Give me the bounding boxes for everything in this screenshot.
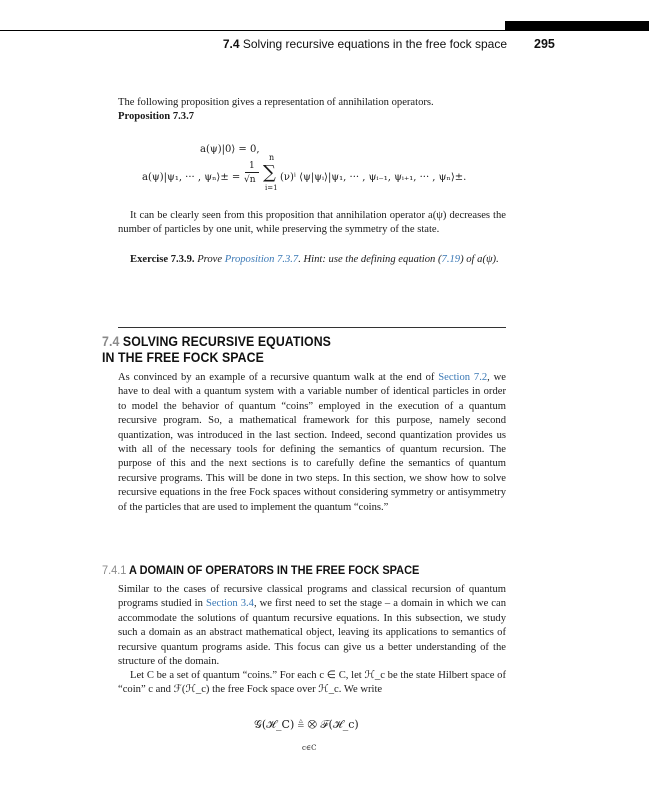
intro-text: The following proposition gives a representation of annihilation operators. (118, 97, 434, 108)
section-title-line2: IN THE FREE FOCK SPACE (102, 350, 264, 365)
running-head (0, 37, 649, 53)
intro-line (118, 96, 506, 125)
sum-symbol: ∑ (263, 162, 276, 183)
subsection-para1-before-link: Similar to the cases of recursive classical programs and classical recursion of quantum programs studied in (118, 584, 506, 610)
header-rule (0, 30, 649, 31)
exercise-prefix: Prove (197, 254, 223, 265)
section-rule (118, 327, 506, 328)
section-heading (102, 334, 331, 366)
subsection-heading (102, 563, 419, 577)
eq2-sum-bottom: i=1 (265, 184, 278, 192)
exercise-label: Exercise 7.3.9. (130, 254, 195, 265)
subsection-paragraph-2: Let C be a set of quantum “coins.” For each c ∈ C, let ℋ_c be the state Hilbert space of “coin” c and ℱ(ℋ_c) the free Fock space over ℋ_c. We write (118, 670, 506, 696)
page-number: 295 (534, 37, 555, 51)
subsection-link[interactable]: Section 3.4 (205, 598, 254, 610)
eq2-frac-num: 1 (249, 161, 255, 171)
running-head-section-number: 7.4 (222, 37, 240, 51)
section-para-before-link: As convinced by an example of a recursive quantum walk at the end of (118, 372, 435, 383)
section-paragraph (118, 371, 506, 515)
proposition-link[interactable]: Proposition 7.3.7 (224, 254, 299, 265)
subsection-title: A DOMAIN OF OPERATORS IN THE FREE FOCK SPACE (129, 563, 420, 577)
subsection-para1-after-link: , we first need to set the stage – a domain in which we can accommodate the solutions of quantum recursive equations. In this subsection, we study such a domain as an abstract mathematical object, leaving its applications to semantics of recursive quantum programs aside. This focus can give us a better understanding of the structure of the domain. (118, 598, 507, 668)
subsection-paragraph-1 (118, 583, 506, 669)
proposition-label: Proposition 7.3.7 (118, 111, 195, 123)
equation-link[interactable]: 7.19 (441, 254, 461, 265)
exercise-paragraph (118, 253, 506, 267)
eq2-frac-bar (245, 172, 259, 173)
eq2-rhs: (ν)ⁱ ⟨ψ|ψᵢ⟩|ψ₁, ··· , ψᵢ₋₁, ψᵢ₊₁, ··· , ψₙ⟩±. (280, 172, 467, 183)
exercise-middle: . Hint: use the defining equation ( (298, 254, 442, 265)
section-number: 7.4 (102, 334, 120, 349)
exercise-suffix: ) of a(ψ). (460, 254, 499, 265)
equation-annihilation-general (142, 153, 472, 200)
equation-domain-subscript: c∈C (302, 744, 317, 752)
eq2-sum-top: n (269, 153, 275, 162)
eq2-frac-den: √n (244, 175, 256, 185)
eq2-lhs: a(ψ)|ψ₁, ··· , ψₙ⟩± = (142, 172, 241, 183)
section-title-line1: SOLVING RECURSIVE EQUATIONS (122, 334, 331, 349)
running-head-title-text: Solving recursive equations in the free fock space (242, 37, 507, 51)
equation-annihilation-vacuum: a(ψ)|0⟩ = 0, (200, 144, 260, 155)
equation-domain-definition: 𝒢(ℋ_C) ≜ ⨂ ℱ(ℋ_c) (254, 718, 359, 731)
running-head-title (223, 37, 507, 51)
paragraph-annihilation: It can be clearly seen from this proposition that annihilation operator a(ψ) decreases the number of particles by one unit, while preserving the symmetry of the state. (118, 210, 506, 236)
section-link[interactable]: Section 7.2 (438, 372, 488, 383)
subsection-number: 7.4.1 (102, 563, 127, 577)
section-para-after-link: , we have to deal with a quantum system with a variable number of identical particles in order to model the behavior of quantum “coins” employed in the execution of a quantum recursive program. So, a mathematical framework for this purpose, namely second quantization, was introduced in the last section. Indeed, second quantization provides us with all of the necessary tools for defining the semantics of quantum recursion. The purpose of this and the next sections is to carefully define the semantics of quantum recursive programs. This will be done in two steps. In this section, we show how to solve recursive equations in the free Fock spaces without considering symmetry or antisymmetry of the particles that are used to implement the quantum “coins.” (118, 372, 506, 513)
